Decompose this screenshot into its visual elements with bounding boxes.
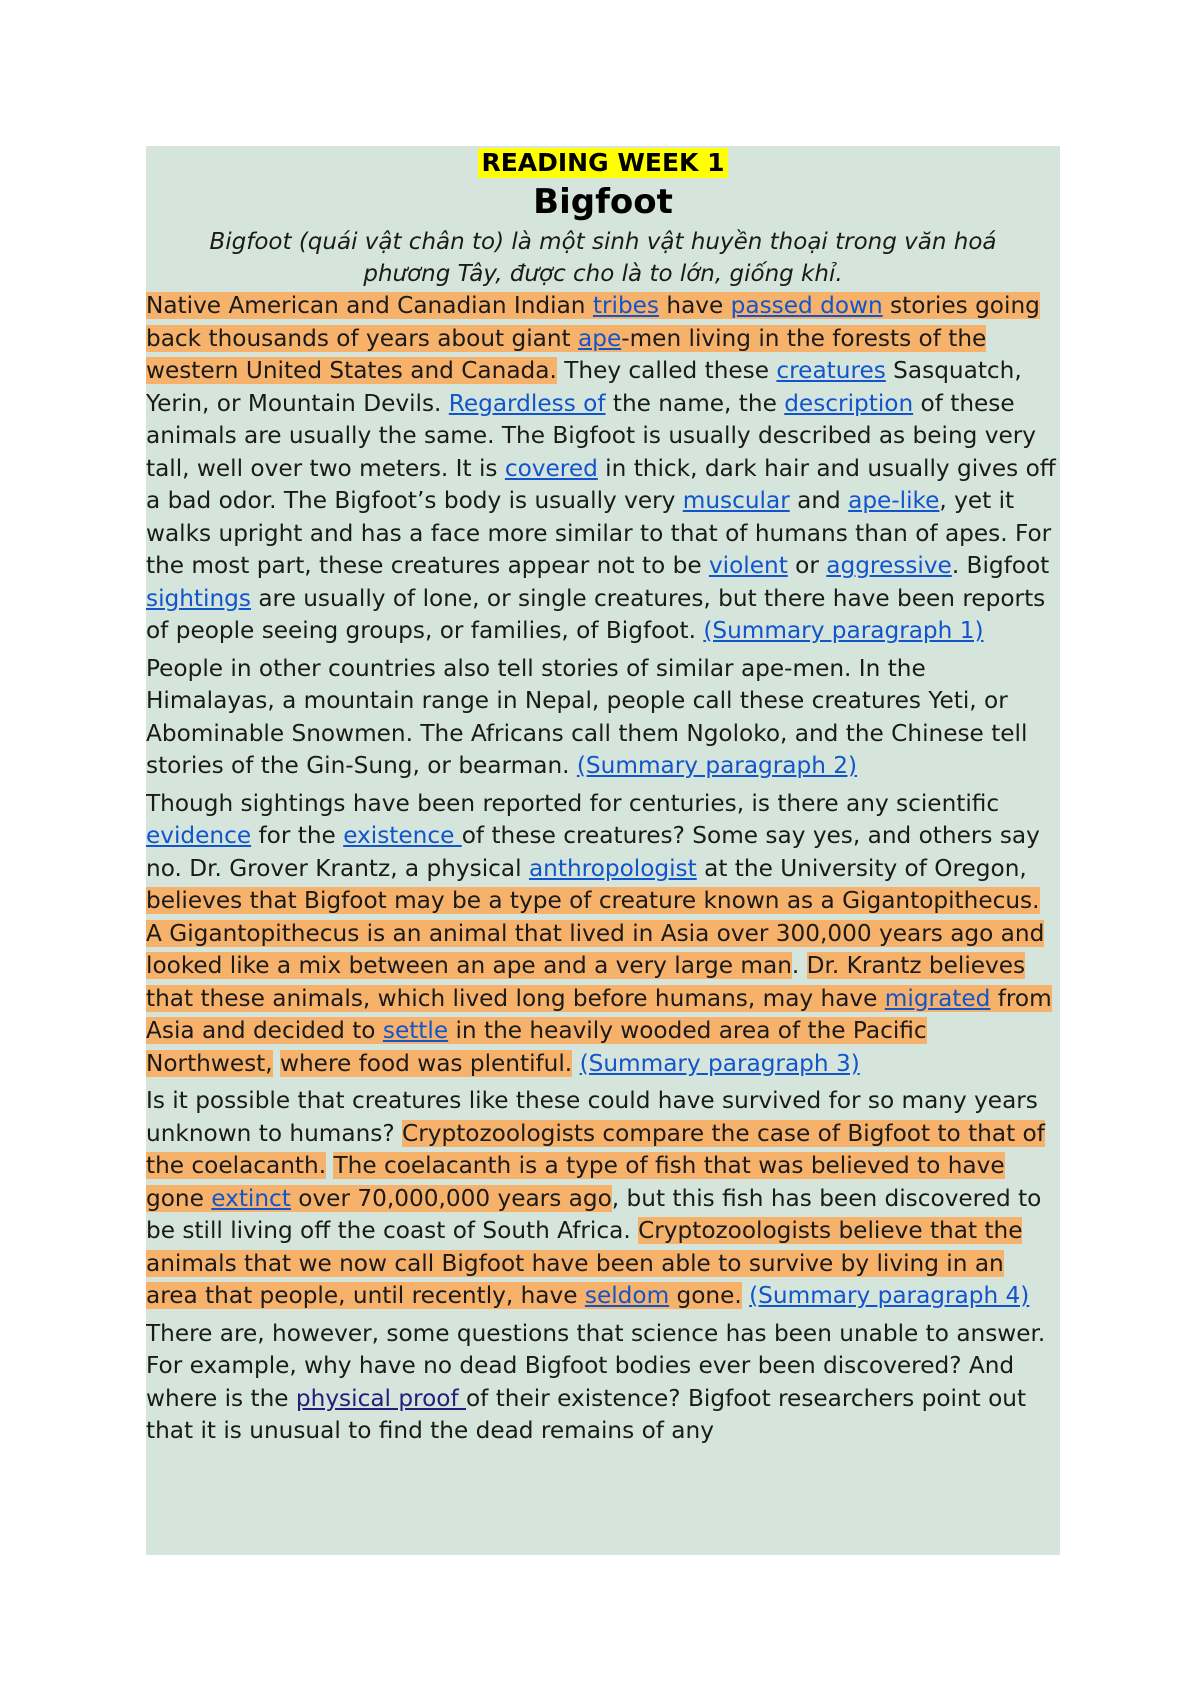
vocab-link-seldom[interactable]: seldom: [584, 1282, 670, 1309]
vocab-link-extinct[interactable]: extinct: [211, 1184, 291, 1212]
text-run: of these creatures? Some say yes, and others say no. Dr. Grover Krantz, a physical: [146, 822, 1040, 882]
vocab-link-settle[interactable]: settle: [382, 1017, 449, 1044]
text-run: or: [787, 552, 827, 579]
text-run: at the University of Oregon,: [696, 854, 1027, 882]
text-run: Though sightings have been reported for centuries, is there any scientific: [146, 789, 1000, 817]
vocab-link-evidence[interactable]: evidence: [146, 822, 252, 849]
text-run: in the heavily wooded area of the Pacific Northwest,: [146, 1017, 927, 1077]
paragraph-5: [146, 1318, 1060, 1448]
text-run: Sasquatch, Yerin, or Mountain Devils.: [146, 357, 1022, 417]
text-run: .: [791, 952, 807, 979]
text-run: , yet it walks upright and has a face more similar to that of humans than of apes. For the most part, these creatures appear not to be: [146, 487, 1052, 579]
vocab-link-tribes[interactable]: tribes: [592, 292, 660, 319]
vocab-link-creatures[interactable]: creatures: [776, 357, 886, 384]
highlighted-text: where food was plentiful.: [280, 1049, 573, 1077]
summary-link-2[interactable]: (Summary paragraph 2): [576, 752, 858, 779]
text-run: They called these: [556, 357, 777, 384]
vocab-link-covered[interactable]: covered: [504, 454, 598, 482]
vocab-link-ape-like[interactable]: ape-like: [848, 487, 940, 514]
text-run: , but this fish has been discovered to be still living off the coast of South Africa.: [146, 1184, 1042, 1244]
vocab-link-violent[interactable]: violent: [708, 552, 788, 579]
vocab-link-aggressive[interactable]: aggressive: [826, 552, 952, 579]
summary-link-1[interactable]: (Summary paragraph 1): [703, 617, 984, 644]
vocab-link-passed-down[interactable]: passed down: [730, 292, 883, 319]
vocab-link-description[interactable]: description: [784, 389, 914, 417]
text-run: . Bigfoot: [951, 552, 1050, 579]
text-run: Dr. Krantz believes that these animals, which lived long before humans, may have: [146, 952, 1026, 1012]
text-run: [572, 1050, 579, 1077]
summary-link-4[interactable]: (Summary paragraph 4): [749, 1282, 1030, 1309]
summary-link-3[interactable]: (Summary paragraph 3): [579, 1049, 860, 1077]
text-run: The coelacanth is a type of fish that was believed to have gone: [146, 1152, 1005, 1212]
paragraph-2: [146, 653, 1060, 783]
vocab-link-sightings[interactable]: sightings: [146, 584, 251, 612]
text-run: are usually of lone, or single creatures, but there have been reports of people seeing groups, or families, of Bigfoot.: [146, 584, 1046, 644]
text-run: the name, the: [605, 389, 785, 417]
text-run: Is it possible that creatures like these could have survived for so many years unknown to humans?: [146, 1087, 1038, 1147]
highlighted-text: Cryptozoologists compare the case of Bigfoot to that of the coelacanth.: [146, 1119, 1045, 1179]
text-run: People in other countries also tell stories of similar ape-men. In the Himalayas, a mountain range in Nepal, people call these creatures Yeti, or Abominable Snowmen. The Africans call them Ngoloko, and the Chinese tell stories of the Gin-Sung, or bearman.: [146, 654, 1028, 779]
text-run: of these animals are usually the same. The Bigfoot is usually described as being very tall, well over two meters. It is: [146, 389, 1036, 482]
vocab-link-muscular[interactable]: muscular: [682, 487, 790, 514]
text-run: [273, 1050, 280, 1077]
text-run: Cryptozoologists believe that the animals that we now call Bigfoot have been able to survive by living in an area that people, until recently, have: [146, 1217, 1023, 1309]
vocab-link-regardless-of[interactable]: Regardless of: [448, 389, 606, 417]
vocab-link-migrated[interactable]: migrated: [884, 984, 991, 1012]
text-run: Native American and Canadian Indian: [146, 292, 593, 319]
vocab-link-existence[interactable]: existence: [343, 822, 462, 849]
text-run: of their existence? Bigfoot researchers point out that it is unusual to find the dead remains of any: [146, 1384, 1027, 1444]
text-run: and: [789, 487, 849, 514]
text-run: over 70,000,000 years ago: [290, 1184, 612, 1212]
page-title: Bigfoot: [533, 182, 673, 222]
vocab-link-anthropologist[interactable]: anthropologist: [528, 854, 697, 882]
reading-week-label: READING WEEK 1: [478, 148, 727, 178]
vocab-link-physical-proof[interactable]: physical proof: [295, 1384, 466, 1412]
text-run: in thick, dark hair and usually gives off a bad odor. The Bigfoot’s body is usually very: [146, 454, 1056, 514]
paragraph-4: [146, 1085, 1060, 1313]
text-run: -men living in the forests of the western United States and Canada.: [146, 324, 987, 384]
highlighted-text: believes that Bigfoot may be a type of creature known as a Gigantopithecus. A Gigantopithecus is an animal that lived in Asia over 300,000 years ago and looked like a mix between an ape and a very large man: [146, 887, 1045, 979]
vietnamese-subtitle: Bigfoot (quái vật chân to) là một sinh vật huyền thoại trong văn hoá phương Tây, được cho là to lớn, giống khỉ.: [209, 229, 997, 287]
paragraph-1: [146, 290, 1060, 648]
document-header: [146, 146, 1060, 290]
text-run: stories going back thousands of years about giant: [146, 292, 1040, 352]
text-run: have: [659, 292, 731, 319]
text-run: There are, however, some questions that science has been unable to answer. For example, why have no dead Bigfoot bodies ever been discovered? And where is the: [146, 1319, 1046, 1412]
document-page: [146, 146, 1060, 1555]
text-run: gone.: [669, 1282, 742, 1309]
paragraph-3: [146, 788, 1060, 1081]
text-run: for the: [251, 822, 344, 849]
text-run: from Asia and decided to: [146, 984, 1052, 1044]
vocab-link-ape[interactable]: ape: [578, 324, 622, 352]
